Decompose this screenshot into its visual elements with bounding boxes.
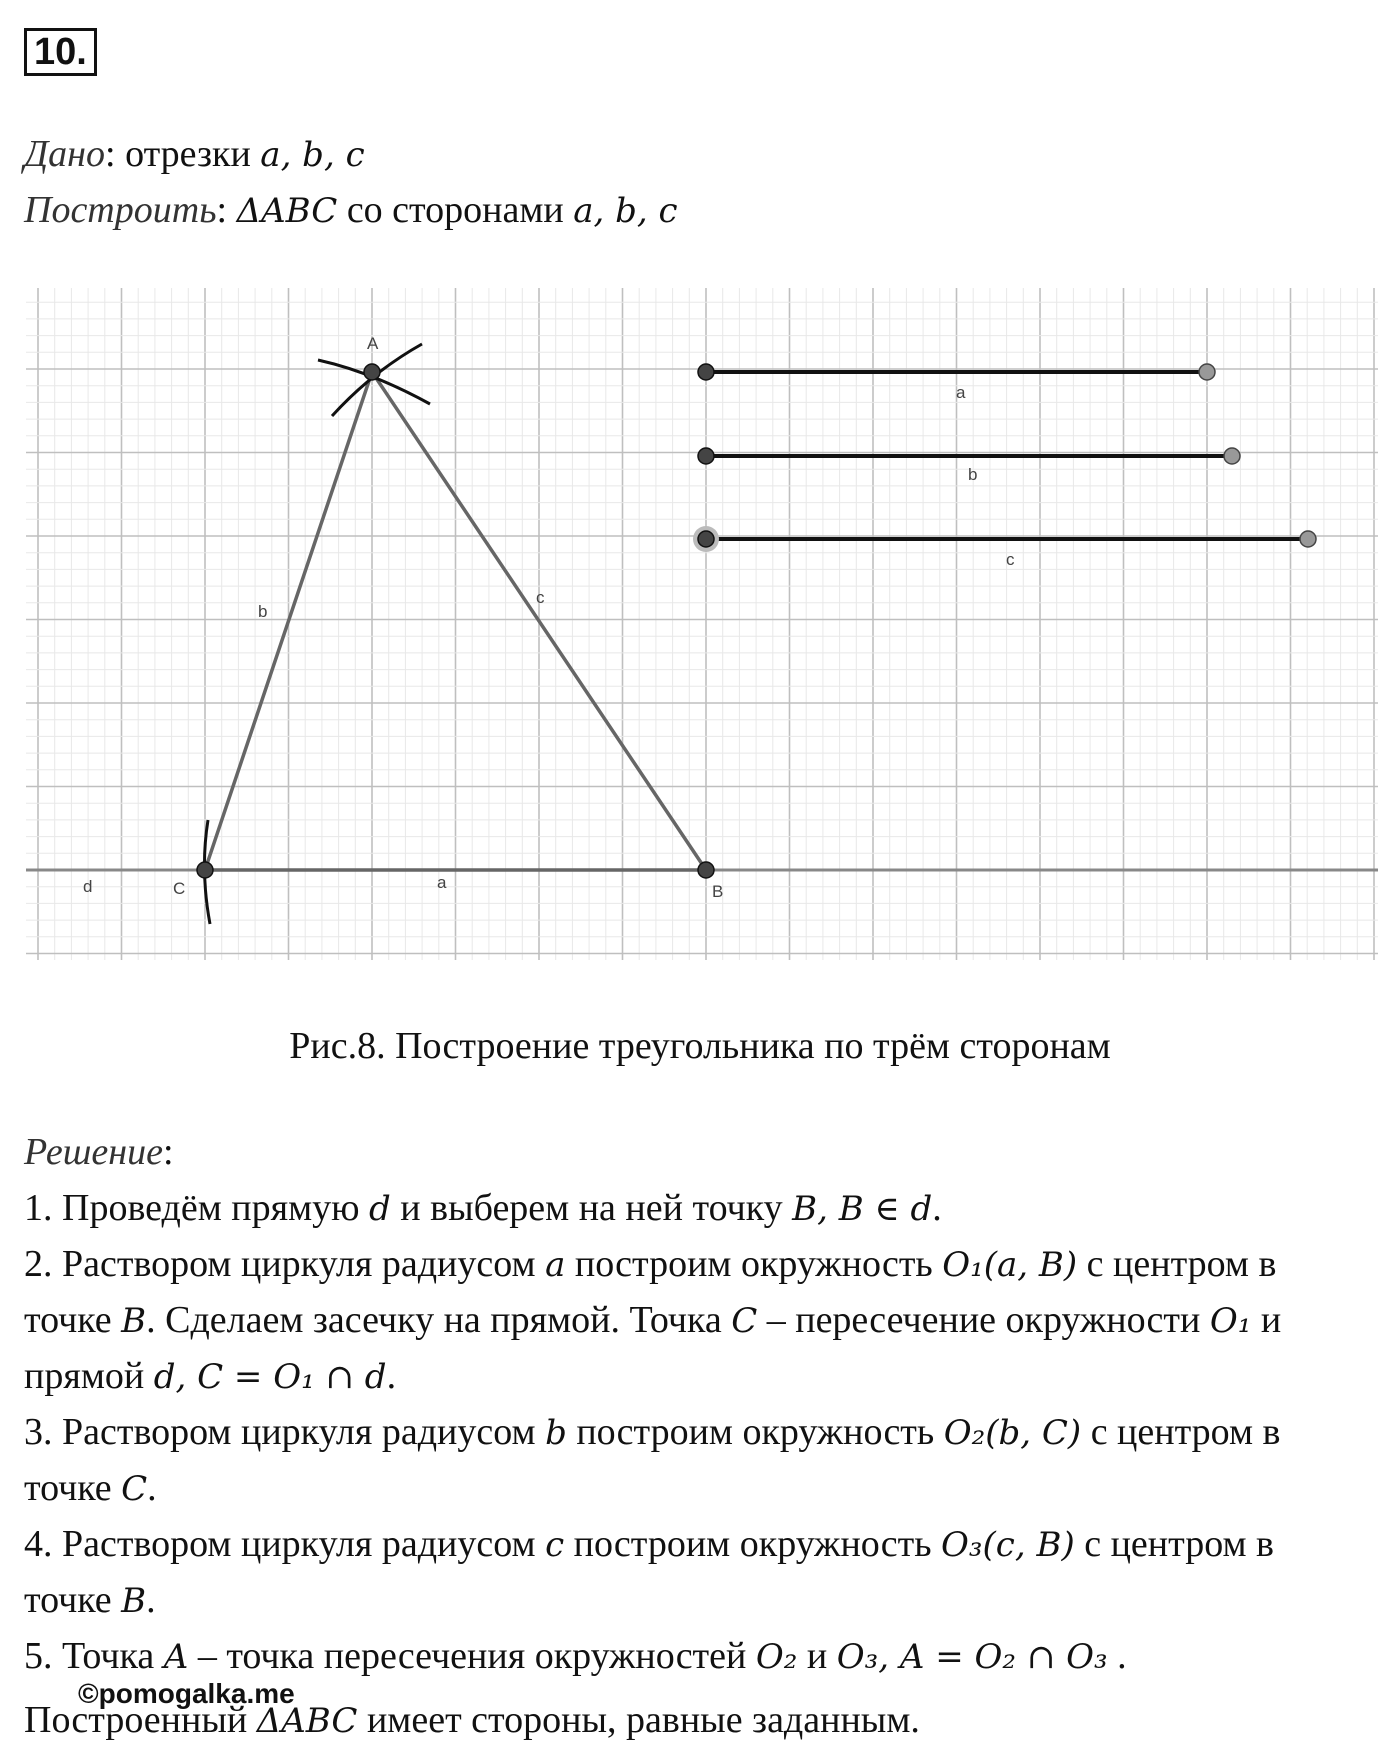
step3b-math-1: C xyxy=(121,1469,148,1509)
segment-c-end xyxy=(1300,531,1316,547)
step1-math-2: B, B ∈ d xyxy=(792,1189,933,1229)
step2b-text-3: – пересечение окружности xyxy=(757,1299,1210,1341)
segment-a-start xyxy=(698,364,714,380)
solution-step-2a xyxy=(24,1242,1276,1287)
final-text-2: имеет стороны, равные заданным. xyxy=(357,1699,920,1741)
step4a-text-3: с центром в xyxy=(1074,1523,1274,1565)
given-math: a, b, c xyxy=(260,135,365,175)
step3b-text-2: . xyxy=(147,1467,157,1509)
step2b-text-4: и xyxy=(1251,1299,1282,1341)
given-label: Дано xyxy=(24,133,106,175)
step2b-math-3: O₁ xyxy=(1209,1301,1252,1341)
segment-b-end xyxy=(1224,448,1240,464)
step5-text-2: – точка пересечения окружностей xyxy=(188,1635,756,1677)
solution-step-5 xyxy=(24,1634,1127,1679)
step1-text-1: 1. Проведём прямую xyxy=(24,1187,370,1229)
label-a-point: A xyxy=(367,334,379,353)
figure-caption: Рис.8. Построение треугольника по трём сторонам xyxy=(289,1025,1111,1067)
segment-b-start xyxy=(698,448,714,464)
solution-heading xyxy=(24,1130,174,1174)
label-segment-b: b xyxy=(968,465,978,484)
step2c-math-1: d, C = O₁ ∩ d xyxy=(153,1357,387,1397)
step1-math-1: d xyxy=(369,1189,391,1229)
step5-text-3: и xyxy=(797,1635,837,1677)
solution-colon: : xyxy=(162,1131,174,1173)
step3a-math-1: b xyxy=(545,1413,567,1453)
step4b-math-1: B xyxy=(121,1581,147,1621)
step4b-text-1: точке xyxy=(24,1579,122,1621)
step5-math-2: O₂ xyxy=(755,1637,798,1677)
step3a-text-1: 3. Раствором циркуля радиусом xyxy=(24,1411,546,1453)
label-side-b: b xyxy=(258,602,268,621)
step5-text-4: . xyxy=(1107,1635,1127,1677)
step1-text-3: . xyxy=(932,1187,942,1229)
step2b-math-1: B xyxy=(121,1301,147,1341)
step2c-text-2: . xyxy=(386,1355,397,1397)
point-b xyxy=(698,862,714,878)
step2a-math-2: O₁(a, B) xyxy=(942,1245,1078,1285)
step2b-text-2: . Сделаем засечку на прямой. Точка xyxy=(146,1299,732,1341)
given-text: : отрезки xyxy=(105,133,261,175)
label-segment-a: a xyxy=(956,383,966,402)
solution-step-2c xyxy=(24,1354,396,1399)
solution-step-3a xyxy=(24,1410,1280,1455)
step2a-text-2: построим окружность xyxy=(565,1243,943,1285)
step3a-text-3: с центром в xyxy=(1081,1411,1281,1453)
construct-math-sides: a, b, c xyxy=(573,191,678,231)
point-a xyxy=(364,364,380,380)
solution-step-3b xyxy=(24,1466,157,1511)
step4b-text-2: . xyxy=(146,1579,156,1621)
label-side-a: a xyxy=(437,873,447,892)
given-line xyxy=(24,132,365,177)
step2b-text-1: точке xyxy=(24,1299,122,1341)
grid xyxy=(26,288,1378,960)
step5-math-1: A xyxy=(163,1637,189,1677)
watermark: ©pomogalka.me xyxy=(78,1678,295,1709)
step5-math-3: O₃, A = O₂ ∩ O₃ xyxy=(836,1637,1108,1677)
construct-math-triangle: ΔABC xyxy=(236,191,338,231)
step2a-text-1: 2. Раствором циркуля радиусом xyxy=(24,1243,546,1285)
segment-c-start xyxy=(698,531,714,547)
solution-step-4b xyxy=(24,1578,156,1623)
step4a-math-1: c xyxy=(545,1525,565,1565)
step4a-text-1: 4. Раствором циркуля радиусом xyxy=(24,1523,546,1565)
step1-text-2: и выберем на ней точку xyxy=(390,1187,793,1229)
construction-figure xyxy=(0,280,1400,980)
step2a-text-3: с центром в xyxy=(1077,1243,1277,1285)
step3a-text-2: построим окружность xyxy=(566,1411,944,1453)
segment-a-end xyxy=(1199,364,1215,380)
step3a-math-2: O₂(b, C) xyxy=(943,1413,1082,1453)
step2b-math-2: C xyxy=(731,1301,758,1341)
solution-label: Решение xyxy=(24,1131,163,1173)
step4a-math-2: O₃(c, B) xyxy=(941,1525,1075,1565)
point-c xyxy=(197,862,213,878)
label-side-c: c xyxy=(536,588,545,607)
step5-text-1: 5. Точка xyxy=(24,1635,164,1677)
label-segment-c: c xyxy=(1006,550,1015,569)
final-math-1: ΔABC xyxy=(256,1701,358,1741)
construct-line xyxy=(24,188,678,233)
problem-number: 10. xyxy=(24,28,97,76)
construct-label: Построить xyxy=(24,189,217,231)
step2c-text-1: прямой xyxy=(24,1355,154,1397)
step2a-math-1: a xyxy=(545,1245,566,1285)
solution-step-2b xyxy=(24,1298,1281,1343)
label-c-point: C xyxy=(173,879,186,898)
construct-colon: : xyxy=(216,189,237,231)
label-line-d: d xyxy=(83,877,93,896)
label-b-point: B xyxy=(712,882,724,901)
solution-step-1 xyxy=(24,1186,942,1231)
construct-text: со сторонами xyxy=(337,189,574,231)
final-text-1: Построенный xyxy=(24,1699,257,1741)
step3b-text-1: точке xyxy=(24,1467,122,1509)
solution-step-4a xyxy=(24,1522,1274,1567)
step4a-text-2: построим окружность xyxy=(564,1523,942,1565)
